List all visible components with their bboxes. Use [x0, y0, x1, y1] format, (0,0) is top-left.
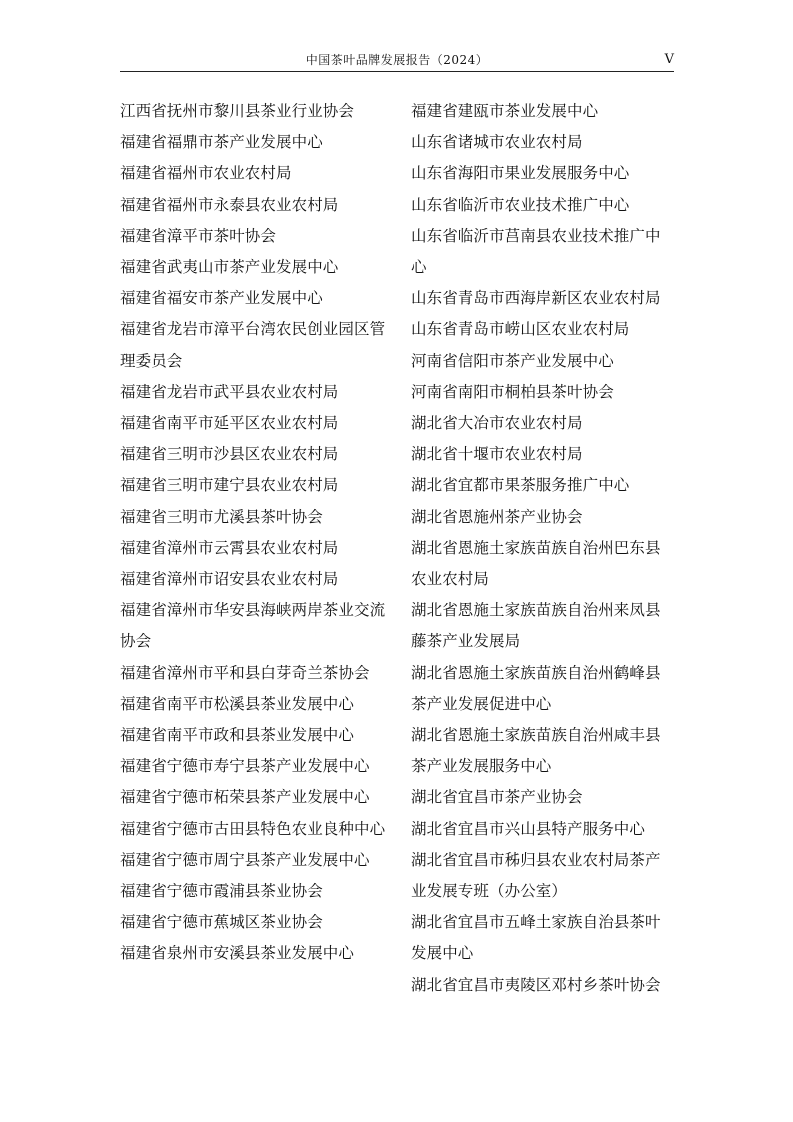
list-item: 福建省南平市政和县茶业发展中心	[120, 726, 355, 745]
list-item: 山东省青岛市西海岸新区农业农村局	[411, 289, 661, 308]
list-item: 福建省漳州市平和县白芽奇兰茶协会	[120, 663, 370, 682]
list-item: 江西省抚州市黎川县茶业行业协会	[120, 102, 355, 120]
list-item: 湖北省宜昌市五峰土家族自治县茶叶发展中心	[411, 913, 661, 963]
list-item: 山东省诸城市农业农村局	[411, 133, 583, 152]
list-item: 河南省信阳市茶产业发展中心	[411, 351, 614, 370]
list-item: 湖北省恩施土家族苗族自治州巴东县农业农村局	[411, 538, 661, 589]
list-item: 湖北省宜都市果茶服务推广中心	[411, 476, 630, 495]
right-column-list	[411, 96, 676, 1001]
list-item: 福建省宁德市柘荣县茶产业发展中心	[120, 788, 370, 807]
list-item: 福建省南平市松溪县茶业发展中心	[120, 694, 355, 713]
list-item: 湖北省恩施州茶产业协会	[411, 507, 583, 526]
list-item: 福建省龙岩市漳平台湾农民创业园区管理委员会	[120, 320, 386, 370]
list-item: 湖北省宜昌市夷陵区邓村乡茶叶协会	[411, 975, 661, 994]
list-item: 福建省漳州市华安县海峡两岸茶业交流协会	[120, 601, 386, 651]
list-item: 福建省三明市尤溪县茶叶协会	[120, 507, 323, 526]
list-item: 福建省龙岩市武平县农业农村局	[120, 382, 339, 401]
list-item: 山东省临沂市莒南县农业技术推广中心	[411, 226, 661, 277]
left-column-list	[120, 96, 388, 970]
list-item: 福建省宁德市霞浦县茶业协会	[120, 882, 323, 901]
list-item: 湖北省宜昌市兴山县特产服务中心	[411, 819, 646, 838]
header-title: 中国茶叶品牌发展报告（2024）	[305, 53, 489, 67]
list-item: 福建省宁德市古田县特色农业良种中心	[120, 819, 386, 838]
page-number: V	[664, 52, 674, 67]
list-item: 福建省建瓯市茶业发展中心	[411, 102, 599, 120]
list-item: 福建省武夷山市茶产业发展中心	[120, 258, 339, 277]
list-item: 福建省漳平市茶叶协会	[120, 226, 277, 245]
list-item: 福建省泉州市安溪县茶业发展中心	[120, 944, 355, 963]
list-item: 福建省宁德市蕉城区茶业协会	[120, 913, 323, 932]
list-item: 福建省漳州市云霄县农业农村局	[120, 538, 339, 557]
list-item: 福建省三明市建宁县农业农村局	[120, 476, 339, 495]
list-item: 湖北省大冶市农业农村局	[411, 414, 583, 433]
list-item: 湖北省宜昌市秭归县农业农村局茶产业发展专班（办公室）	[411, 850, 661, 901]
list-item: 河南省南阳市桐柏县茶叶协会	[411, 382, 614, 401]
list-item: 福建省漳州市诏安县农业农村局	[120, 570, 339, 589]
list-item: 福建省福州市永泰县农业农村局	[120, 195, 339, 214]
list-item: 福建省三明市沙县区农业农村局	[120, 445, 339, 464]
list-item: 湖北省恩施土家族苗族自治州鹤峰县茶产业发展促进中心	[411, 663, 661, 713]
list-item: 山东省海阳市果业发展服务中心	[411, 164, 630, 183]
list-item: 福建省福州市农业农村局	[120, 164, 292, 183]
list-item: 湖北省恩施土家族苗族自治州咸丰县茶产业发展服务中心	[411, 726, 661, 776]
list-item: 福建省宁德市周宁县茶产业发展中心	[120, 850, 370, 869]
list-item: 福建省福鼎市茶产业发展中心	[120, 133, 323, 152]
list-item: 湖北省十堰市农业农村局	[411, 445, 583, 464]
list-item: 山东省青岛市崂山区农业农村局	[411, 320, 630, 339]
list-item: 湖北省宜昌市茶产业协会	[411, 788, 583, 807]
list-item: 山东省临沂市农业技术推广中心	[411, 195, 630, 214]
list-item: 福建省福安市茶产业发展中心	[120, 289, 323, 308]
list-item: 福建省宁德市寿宁县茶产业发展中心	[120, 757, 370, 776]
page-header	[120, 51, 674, 72]
list-item: 湖北省恩施土家族苗族自治州来凤县藤茶产业发展局	[411, 601, 661, 651]
list-item: 福建省南平市延平区农业农村局	[120, 414, 339, 433]
